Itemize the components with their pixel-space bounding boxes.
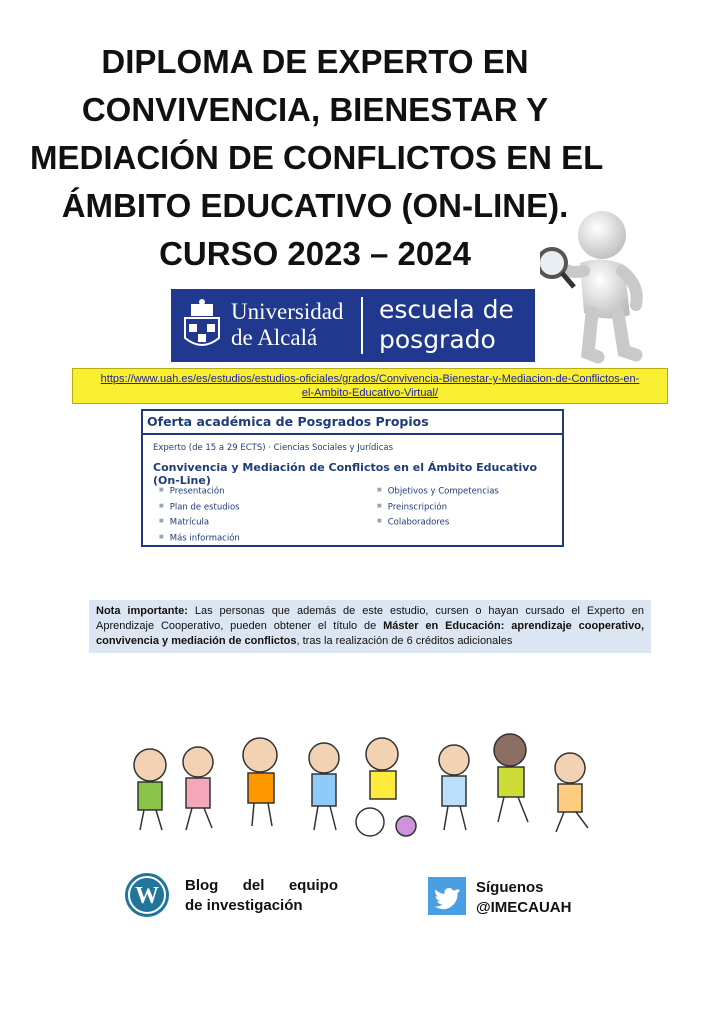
university-name: [231, 299, 343, 351]
academic-offer-panel: [141, 409, 564, 547]
follow-line: Síguenos: [476, 879, 544, 896]
wordpress-icon[interactable]: [124, 872, 170, 918]
magnifying-glass-figure-icon: [540, 205, 670, 365]
offer-link[interactable]: ■ Plan de estudios: [159, 499, 240, 515]
children-illustration: [120, 730, 605, 840]
document-title: [30, 38, 604, 278]
offer-links-right: [377, 483, 499, 530]
offer-link[interactable]: ■ Matrícula: [159, 514, 240, 530]
university-name-line: Universidad: [231, 299, 344, 324]
url-line: el-Ambito-Educativo-Virtual/: [301, 387, 439, 399]
title-line: ÁMBITO EDUCATIVO (ON-LINE).: [61, 187, 569, 224]
offer-link[interactable]: ■ Más información: [159, 530, 240, 546]
note-text: Las personas que además de este estudio, cursen o hayan cursado el Experto en Aprendizaje Cooperativo, pueden obtener el título de: [96, 605, 645, 632]
offer-links-left: [159, 483, 240, 545]
offer-subtitle: Experto (de 15 a 29 ECTS) · Ciencias Sociales y Jurídicas: [153, 443, 394, 453]
offer-link[interactable]: ■ Presentación: [159, 483, 240, 499]
logo-separator: [361, 297, 363, 354]
title-line: DIPLOMA DE EXPERTO EN: [101, 43, 529, 80]
school-name-line: escuela de: [379, 295, 514, 324]
blog-line: Blog del equipo: [185, 877, 338, 894]
offer-link[interactable]: ■ Preinscripción: [377, 499, 499, 515]
note-text: , tras la realización de 6 créditos adicionales: [296, 635, 513, 647]
url-line: https://www.uah.es/es/estudios/estudios-oficiales/grados/Convivencia-Bienestar-y-Mediacion-de-Conflictos-en-: [100, 373, 640, 385]
blog-link-text[interactable]: [185, 876, 338, 916]
university-crest-icon: [181, 298, 223, 353]
offer-header: Oferta académica de Posgrados Propios: [143, 411, 562, 435]
offer-link[interactable]: ■ Colaboradores: [377, 514, 499, 530]
school-name: [379, 295, 514, 355]
course-title: Convivencia y Mediación de Conflictos en el Ámbito Educativo (On-Line): [153, 461, 538, 487]
twitter-icon[interactable]: [428, 877, 466, 915]
offer-link[interactable]: ■ Objetivos y Competencias: [377, 483, 499, 499]
title-line: CURSO 2023 – 2024: [159, 235, 471, 272]
course-url-link[interactable]: [101, 373, 640, 399]
important-note: [89, 600, 651, 653]
university-name-line: de Alcalá: [231, 325, 318, 350]
school-name-line: posgrado: [379, 325, 496, 354]
title-line: CONVIVENCIA, BIENESTAR Y: [81, 91, 549, 128]
note-label: Nota importante:: [96, 605, 188, 617]
svg-text:W: W: [135, 883, 159, 909]
twitter-handle: @IMECAUAH: [476, 899, 572, 916]
title-line: MEDIACIÓN DE CONFLICTOS EN EL: [30, 139, 604, 176]
blog-line: de investigación: [185, 897, 303, 914]
twitter-follow-text[interactable]: [476, 878, 571, 918]
master-title: Máster en Educación: aprendizaje cooperativo, convivencia y mediación de conflictos: [96, 620, 645, 647]
university-logo: [171, 289, 535, 362]
course-url-box: [72, 368, 668, 404]
